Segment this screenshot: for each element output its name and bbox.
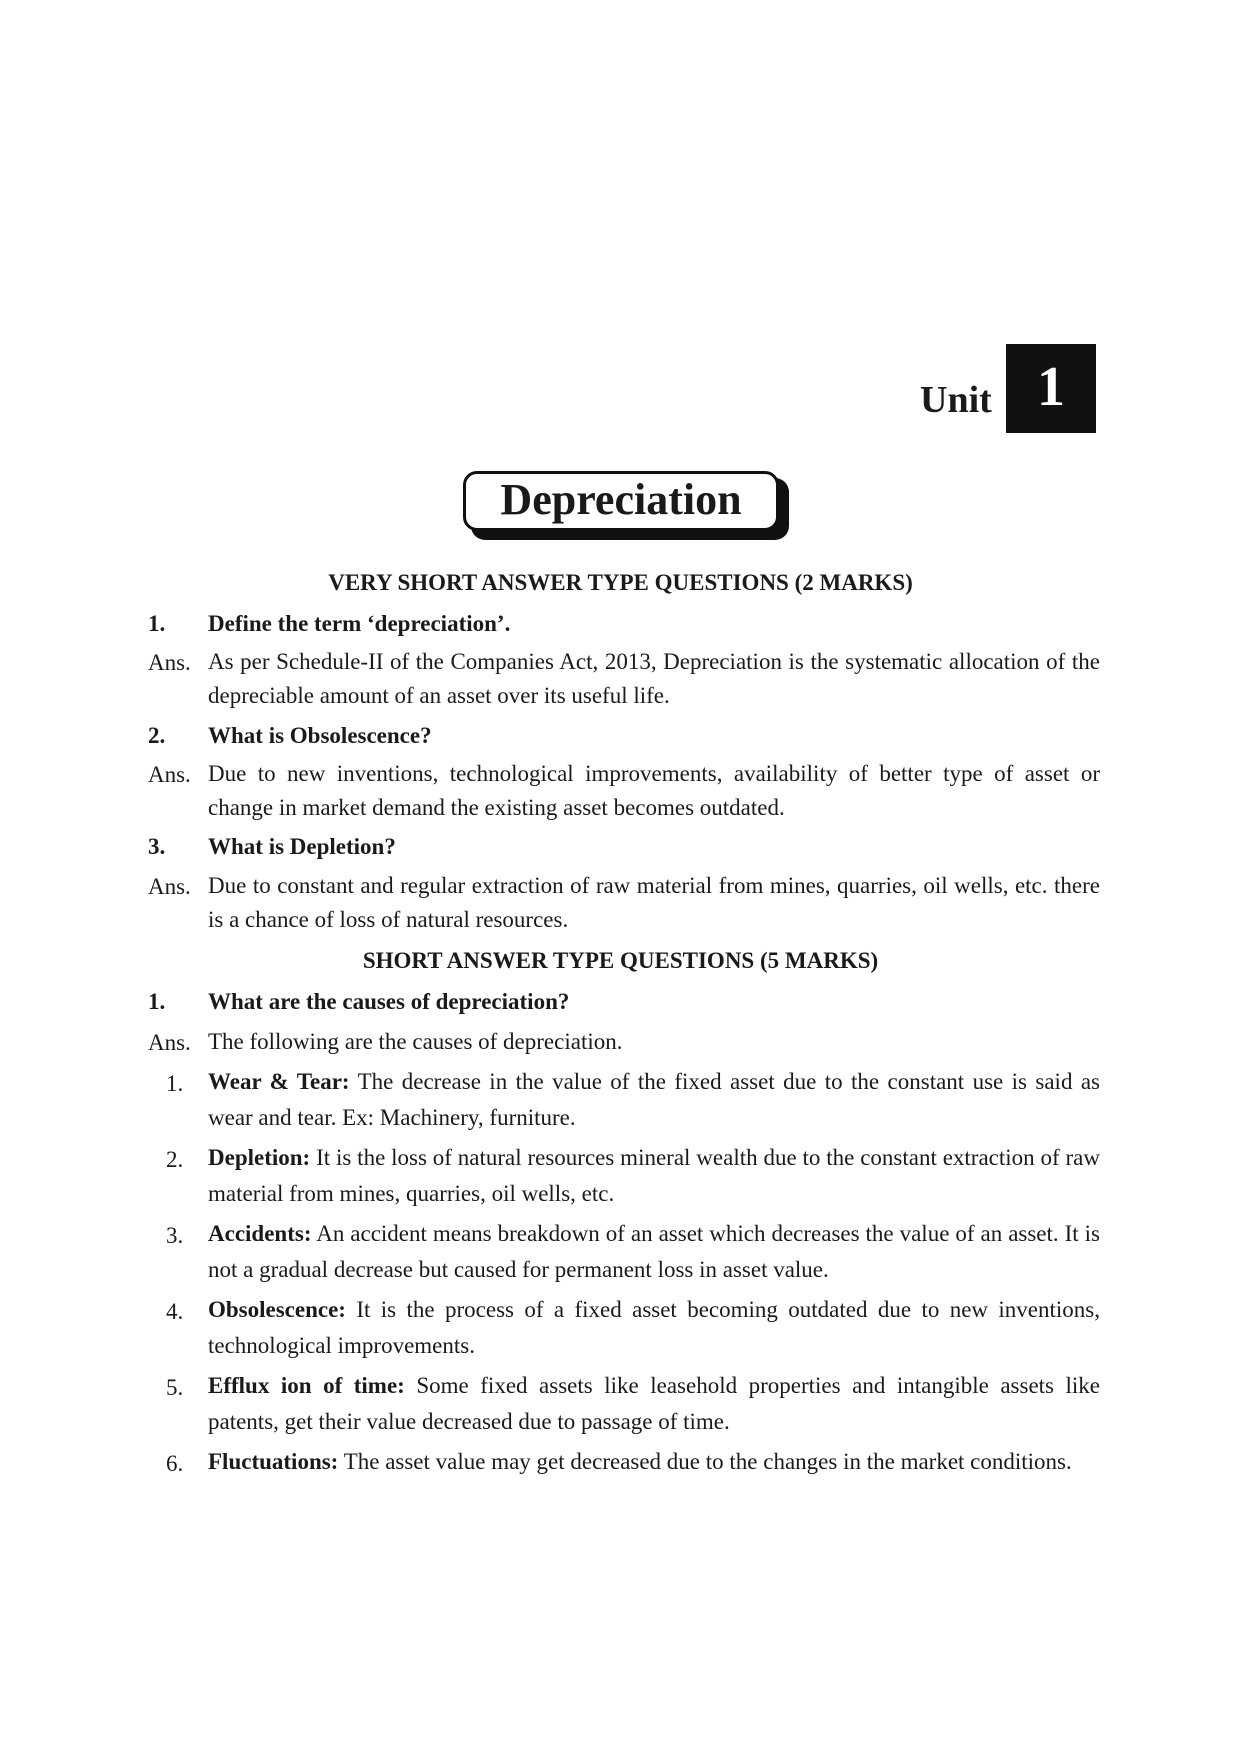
question-number: 1. xyxy=(148,611,166,636)
cause-term: Obsolescence: xyxy=(208,1297,346,1322)
cause-term: Fluctuations: xyxy=(208,1449,339,1474)
question-text: What is Depletion? xyxy=(208,834,396,859)
cause-description: An accident means breakdown of an asset which decreases the value of an asset. It is not a gradual decrease but caused for permanent loss in asset value. xyxy=(208,1221,1100,1282)
question-text: Define the term ‘depreciation’. xyxy=(208,611,511,636)
answer-text: As per Schedule-II of the Companies Act, 2013, Depreciation is the systematic allocation of the depreciable amount of an asset over its useful life. xyxy=(208,649,1100,708)
question-number: 3. xyxy=(148,834,166,859)
cause-number: 4. xyxy=(166,1299,184,1324)
cause-item xyxy=(208,1368,1100,1440)
cause-number: 6. xyxy=(166,1451,184,1476)
question-number: 1. xyxy=(148,989,166,1014)
question-number: 2. xyxy=(148,723,166,748)
cause-description: The asset value may get decreased due to the changes in the market conditions. xyxy=(343,1449,1072,1474)
answer-text: Due to new inventions, technological improvements, availability of better type of asset or change in market demand the existing asset becomes outdated. xyxy=(208,761,1100,820)
question-text: What is Obsolescence? xyxy=(208,723,432,748)
cause-number: 5. xyxy=(166,1375,184,1400)
cause-item xyxy=(208,1064,1100,1136)
section-heading-very-short: VERY SHORT ANSWER TYPE QUESTIONS (2 MARKS) xyxy=(328,570,913,595)
cause-term: Efflux ion of time: xyxy=(208,1373,405,1398)
answer-intro: The following are the causes of depreciation. xyxy=(208,1029,623,1054)
question-text: What are the causes of depreciation? xyxy=(208,989,570,1014)
cause-number: 3. xyxy=(166,1223,184,1248)
cause-item xyxy=(208,1216,1100,1288)
answer-text: Due to constant and regular extraction of raw material from mines, quarries, oil wells, etc. there is a chance of loss of natural resources. xyxy=(208,873,1100,932)
cause-item xyxy=(208,1140,1100,1212)
chapter-title: Depreciation xyxy=(463,471,779,531)
cause-term: Depletion: xyxy=(208,1145,311,1170)
cause-description: The decrease in the value of the fixed asset due to the constant use is said as wear and tear. Ex: Machinery, furniture. xyxy=(208,1069,1100,1130)
answer-label: Ans. xyxy=(148,650,191,675)
cause-description: Some fixed assets like leasehold properties and intangible assets like patents, get their value decreased due to passage of time. xyxy=(208,1373,1101,1434)
cause-term: Wear & Tear: xyxy=(208,1069,350,1094)
cause-term: Accidents: xyxy=(208,1221,312,1246)
unit-number-badge: 1 xyxy=(1006,344,1096,433)
cause-description: It is the loss of natural resources mineral wealth due to the constant extraction of raw material from mines, quarries, oil wells, etc. xyxy=(208,1145,1100,1206)
cause-number: 2. xyxy=(166,1147,184,1172)
unit-label: Unit xyxy=(920,379,992,421)
answer-label: Ans. xyxy=(148,1030,191,1055)
cause-description: It is the process of a fixed asset becoming outdated due to new inventions, technological improvements. xyxy=(208,1297,1100,1358)
cause-number: 1. xyxy=(166,1071,184,1096)
answer-label: Ans. xyxy=(148,874,191,899)
cause-item xyxy=(208,1444,1100,1480)
answer-label: Ans. xyxy=(148,762,191,787)
section-heading-short: SHORT ANSWER TYPE QUESTIONS (5 MARKS) xyxy=(362,948,879,973)
cause-item xyxy=(208,1292,1100,1364)
